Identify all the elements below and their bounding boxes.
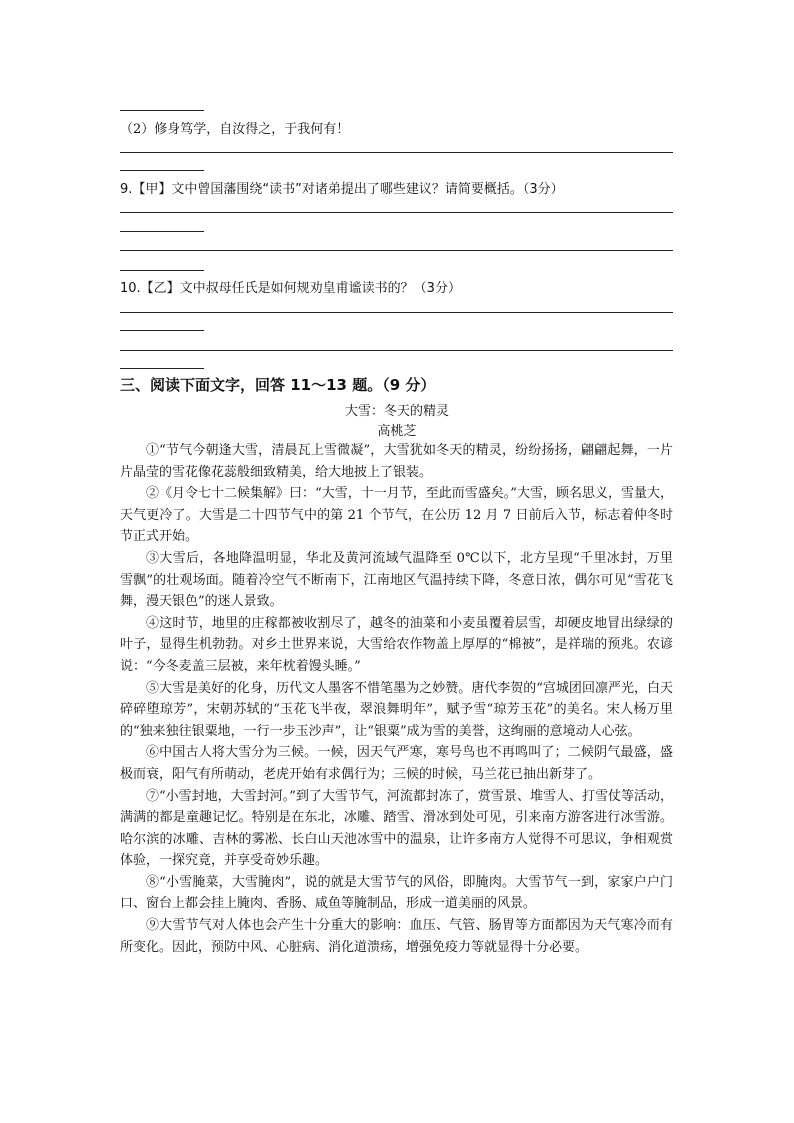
article-paragraph-6: ⑥中国古人将大雪分为三候。一候，因天气严寒，寒号鸟也不再鸣叫了；二候阴气最盛，盛极而衰，阳气有所萌动，老虎开始有求偶行为；三候的时候，马兰花已抽出新芽了。: [120, 745, 673, 782]
answer-line: [120, 231, 204, 232]
section-3-heading: 三、阅读下面文字，回答 11～13 题。（9 分）: [120, 376, 436, 394]
answer-line: [120, 212, 673, 213]
answer-line: [120, 110, 204, 111]
answer-line: [120, 368, 204, 369]
article-paragraph-8: ⑧“小雪腌菜，大雪腌肉”，说的就是大雪节气的风俗，即腌肉。大雪节气一到，家家户户门口、窗台上都会挂上腌肉、香肠、咸鱼等腌制品，形成一道美丽的风景。: [120, 874, 673, 912]
article-paragraph-2: ②《月令七十二候集解》曰：“大雪，十一月节，至此而雪盛矣。”大雪，顾名思义，雪量大，天气更冷了。大雪是二十四节气中的第 21 个节气，在公历 12 月 7 日前后入节，标志着仲冬时节正式开始。: [120, 486, 673, 545]
question-10: 10.【乙】文中叔母任氏是如何规劝皇甫谧读书的？（3分）: [120, 281, 461, 296]
article-author: 高桃芝: [377, 424, 417, 439]
answer-line: [120, 170, 204, 171]
article-paragraph-3: ③大雪后，各地降温明显，华北及黄河流域气温降至 0℃以下，北方呈现“千里冰封，万里雪飘”的壮观场面。随着冷空气不断南下，江南地区气温持续下降，冬意日浓，偶尔可见“雪花飞舞，漫天银色”的迷人景致。: [120, 550, 673, 610]
question-8-2: （2）修身笃学，自汝得之，于我何有！: [120, 122, 350, 137]
article-body: [120, 440, 673, 958]
answer-line: [120, 350, 673, 351]
article-paragraph-4: ④这时节，地里的庄稼都被收割尽了，越冬的油菜和小麦虽覆着层雪，却硬皮地冒出绿绿的叶子，显得生机勃勃。对乡土世界来说，大雪给农作物盖上厚厚的“棉被”，是祥瑞的预兆。农谚说：“今冬麦盖三层被，来年枕着馒头睡。”: [120, 615, 673, 674]
question-9: 9.【甲】文中曾国藩围绕“读书”对诸弟提出了哪些建议？请简要概括。（3分）: [120, 182, 564, 197]
article-paragraph-1: ①“节气今朝逢大雪，清晨瓦上雪微凝”，大雪犹如冬天的精灵，纷纷扬扬，翩翩起舞，一片片晶莹的雪花像花蕊般细致精美，给大地披上了银装。: [120, 443, 673, 480]
answer-line: [120, 312, 673, 313]
article-paragraph-5: ⑤大雪是美好的化身，历代文人墨客不惜笔墨为之妙赞。唐代李贺的“宫城团回凛严光，白天碎碎堕琼芳”，宋朝苏轼的“玉花飞半夜，翠浪舞明年”，赋予雪“琼芳玉花”的美名。宋人杨万里的“独来独往银粟地，一行一步玉沙声”，让“银粟”成为雪的美誉，这绚丽的意境动人心弦。: [120, 680, 673, 739]
answer-line: [120, 270, 204, 271]
article-paragraph-7: ⑦“小雪封地，大雪封河。”到了大雪节气，河流都封冻了，赏雪景、堆雪人、打雪仗等活动，满满的都是童趣记忆。特别是在东北，冰雕、踏雪、滑冰到处可见，引来南方游客进行冰雪游。哈尔滨的冰雕、吉林的雾凇、长白山天池冰雪中的温泉，让许多南方人觉得不可思议，争相观赏体验，一探究竟，并享受奇妙乐趣。: [120, 788, 673, 869]
article-title: 大雪：冬天的精灵: [344, 404, 449, 419]
answer-line: [120, 152, 673, 153]
article-paragraph-9: ⑨大雪节气对人体也会产生十分重大的影响：血压、气管、肠胃等方面都因为天气寒冷而有所变化。因此，预防中风、心脏病、消化道溃疡，增强免疫力等就显得十分必要。: [120, 918, 673, 955]
answer-line: [120, 330, 204, 331]
answer-line: [120, 250, 673, 251]
